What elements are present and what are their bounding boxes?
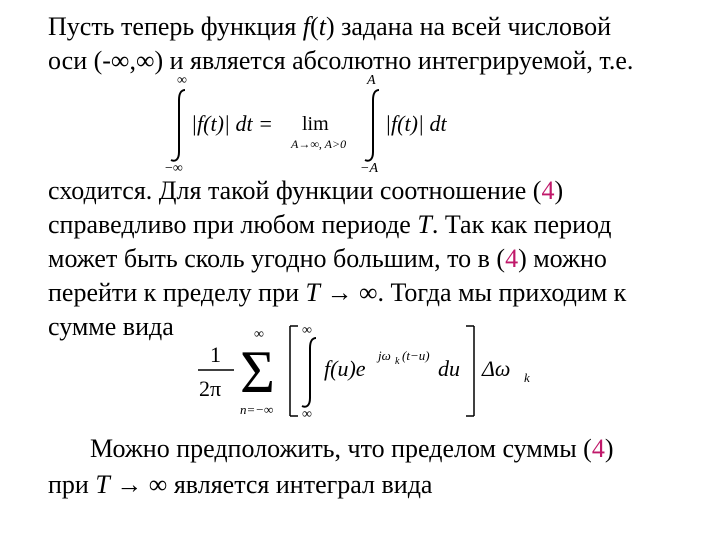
t-symbol: t bbox=[318, 12, 326, 41]
text-line-5 bbox=[48, 244, 607, 274]
T-symbol: T bbox=[305, 278, 320, 307]
fourier-sum-formula bbox=[190, 318, 540, 424]
sigma-sign: Σ bbox=[240, 339, 275, 405]
text-line-4 bbox=[48, 210, 611, 240]
text: ) bbox=[554, 176, 564, 205]
fraction-numerator: 1 bbox=[210, 342, 221, 367]
text: ( bbox=[310, 12, 319, 41]
lower-limit-A: −A bbox=[360, 161, 378, 176]
integral-upper-limit: ∞ bbox=[302, 323, 312, 338]
text-line-3 bbox=[48, 176, 563, 206]
integral-lower-limit: ∞ bbox=[302, 407, 312, 422]
integrand-f-u: f(u)e bbox=[324, 356, 366, 381]
sum-upper-limit: ∞ bbox=[254, 327, 264, 342]
text: ) bbox=[604, 434, 614, 463]
integral-sign bbox=[171, 90, 185, 161]
integral-sign-2 bbox=[365, 90, 379, 161]
text: → ∞. Тогда мы приходим к bbox=[319, 278, 627, 307]
lower-limit: −∞ bbox=[165, 161, 183, 176]
integrand-2: |f(t)| dt bbox=[385, 111, 447, 136]
equation-reference: 4 bbox=[591, 434, 605, 463]
text: . Так как период bbox=[431, 210, 612, 239]
text: при bbox=[48, 470, 96, 499]
text-line-6 bbox=[48, 278, 626, 308]
text: перейти к пределу при bbox=[48, 278, 306, 307]
text: Можно предположить, что пределом суммы ( bbox=[90, 434, 592, 463]
f-symbol: f bbox=[302, 12, 311, 41]
exponent-subscript: k bbox=[395, 356, 400, 367]
du-label: du bbox=[438, 356, 460, 381]
fraction-denominator: 2π bbox=[199, 376, 222, 401]
text: сумме вида bbox=[48, 312, 174, 341]
T-symbol: T bbox=[417, 210, 432, 239]
text: ) задана на всей числовой bbox=[325, 12, 612, 41]
text: Пусть теперь функция bbox=[48, 12, 303, 41]
text: справедливо при любом периоде bbox=[48, 210, 418, 239]
lim-subscript: A→∞, A>0 bbox=[291, 137, 347, 151]
text-line-1 bbox=[48, 12, 611, 42]
lim-label: lim bbox=[302, 113, 329, 135]
equation-reference: 4 bbox=[505, 244, 519, 273]
integral-sign-3 bbox=[302, 338, 316, 407]
text: сходится. Для такой функции соотношение ( bbox=[48, 176, 542, 205]
integrand: |f(t)| dt = bbox=[191, 111, 273, 136]
sum-lower-limit: n=−∞ bbox=[240, 402, 274, 417]
text: ) можно bbox=[518, 244, 607, 273]
exponent-rest: (t−u) bbox=[402, 348, 430, 363]
text: может быть сколь угодно большим, то в ( bbox=[48, 244, 506, 273]
text: оси (-∞,∞) и является абсолютно интегрируемой, т.е. bbox=[48, 46, 634, 75]
text-line-9 bbox=[48, 470, 432, 500]
text-line-7 bbox=[48, 312, 174, 342]
upper-limit: ∞ bbox=[177, 73, 187, 88]
text-line-8 bbox=[90, 434, 614, 464]
equation-reference: 4 bbox=[541, 176, 555, 205]
T-symbol: T bbox=[95, 470, 110, 499]
upper-limit-A: A bbox=[367, 73, 376, 88]
delta-omega-subscript: k bbox=[524, 370, 530, 385]
text: → ∞ является интеграл вида bbox=[109, 470, 433, 499]
absolute-integral-formula bbox=[155, 68, 475, 176]
exponent: jω bbox=[378, 348, 391, 363]
delta-omega: Δω bbox=[482, 356, 511, 381]
